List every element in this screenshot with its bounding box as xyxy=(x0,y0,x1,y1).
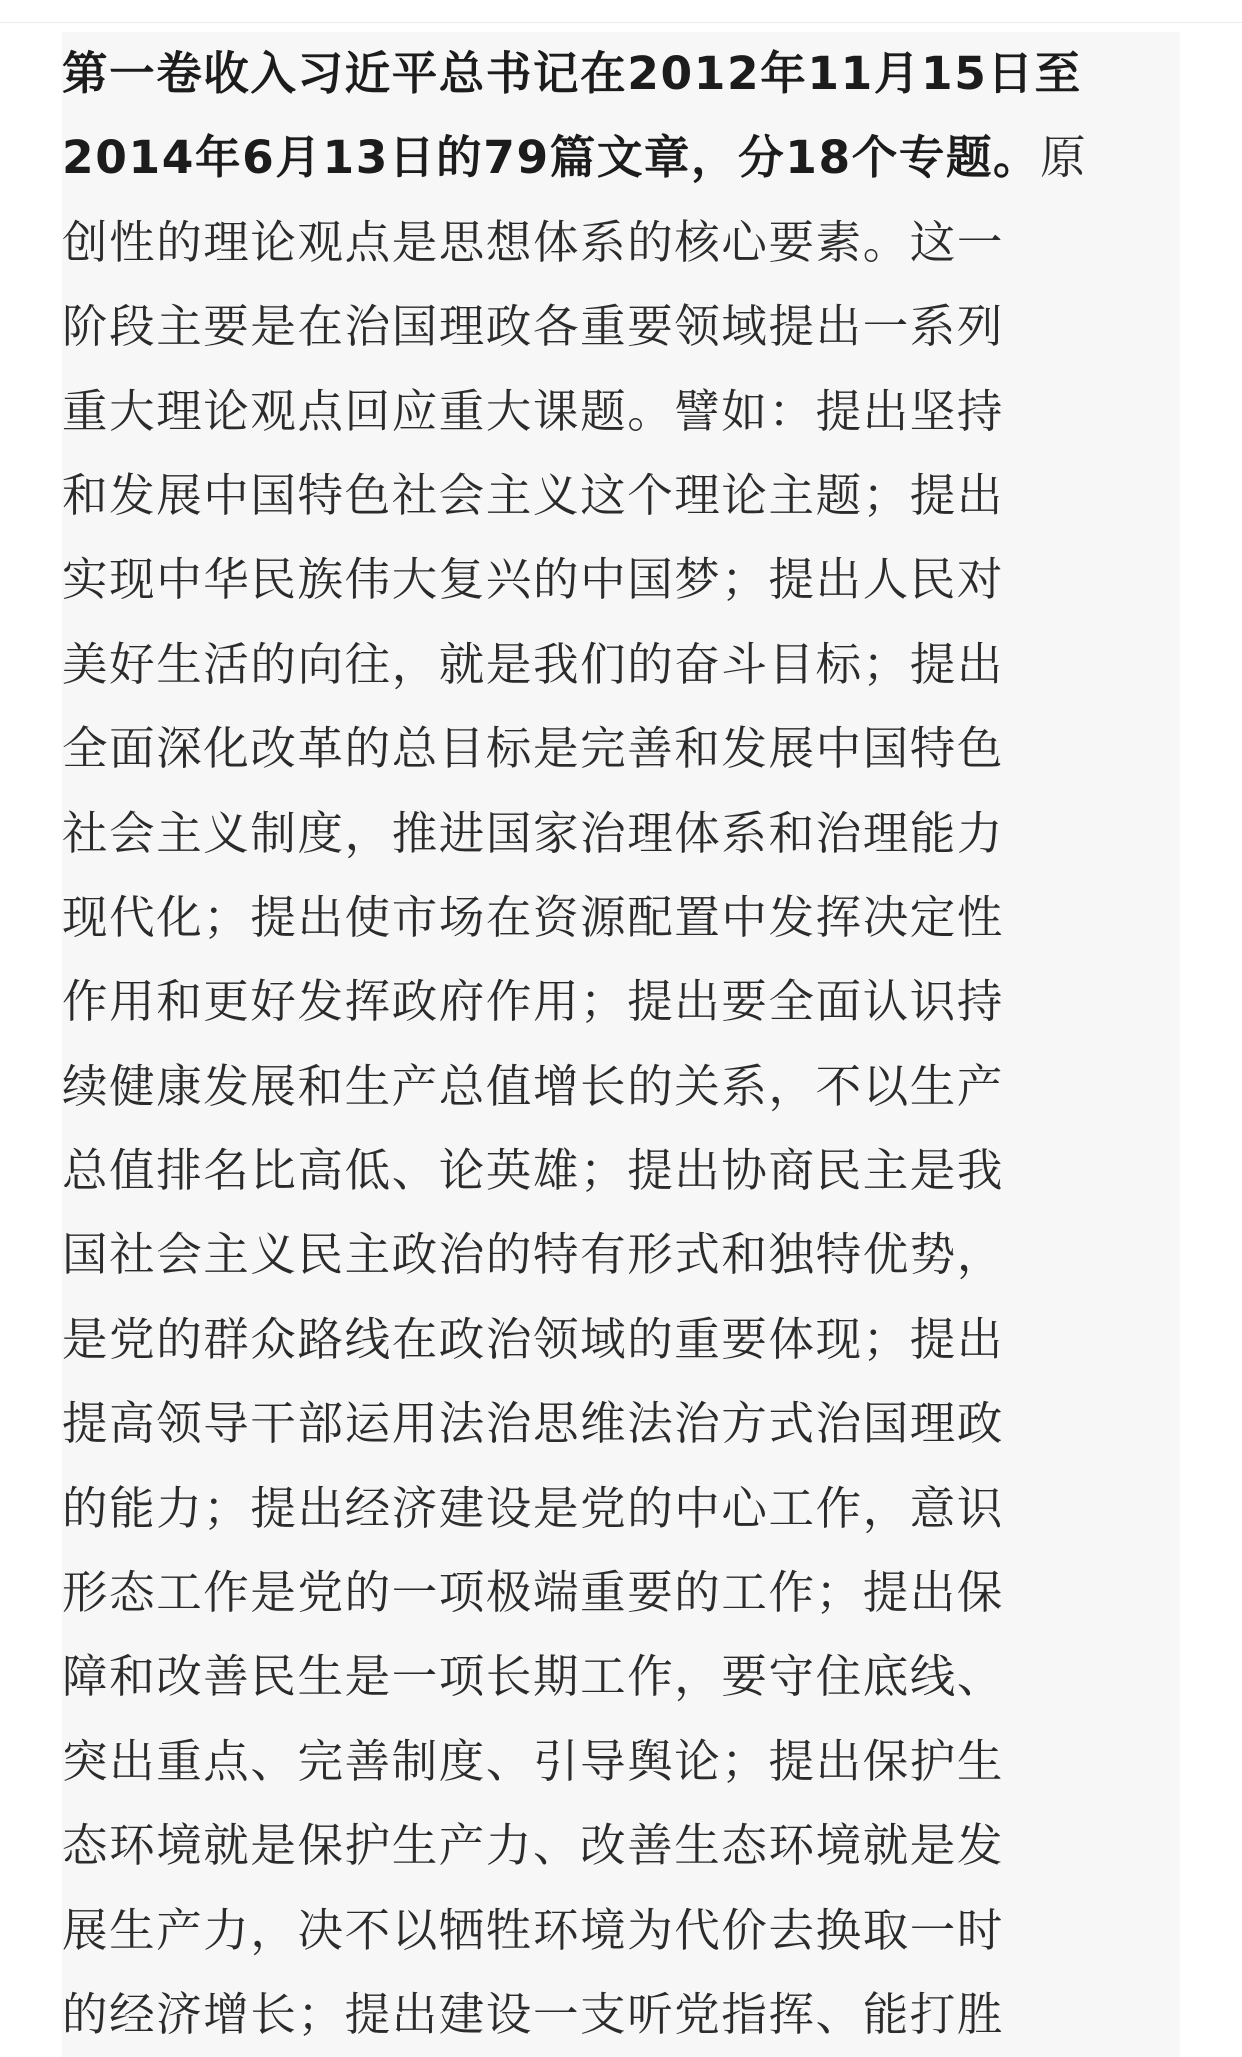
paragraph-line: 全面深化改革的总目标是完善和发展中国特色 xyxy=(62,722,1005,776)
paragraph-line: 社会主义制度，推进国家治理体系和治理能力 xyxy=(62,806,1005,860)
paragraph-line: 和发展中国特色社会主义这个理论主题；提出 xyxy=(62,468,1005,522)
paragraph-line xyxy=(62,32,1180,116)
bold-lead-text: 2014年6月13日的79篇文章，分18个专题。 xyxy=(62,131,1041,185)
paragraph-line xyxy=(62,116,1180,200)
paragraph-line: 阶段主要是在治国理政各重要领域提出一系列 xyxy=(62,300,1005,354)
paragraph-line: 美好生活的向往，就是我们的奋斗目标；提出 xyxy=(62,637,1005,691)
bold-lead-text: 第一卷收入习近平总书记在2012年11月15日至 xyxy=(62,47,1082,100)
paragraph-line: 重大理论观点回应重大课题。譬如：提出坚持 xyxy=(62,384,1005,438)
top-divider xyxy=(0,22,1242,23)
paragraph-line: 国社会主义民主政治的特有形式和独特优势， xyxy=(62,1228,1005,1282)
paragraph-line: 展生产力，决不以牺牲环境为代价去换取一时 xyxy=(62,1903,1005,1957)
paragraph-line: 实现中华民族伟大复兴的中国梦；提出人民对 xyxy=(62,553,1005,607)
paragraph-line: 创性的理论观点是思想体系的核心要素。这一 xyxy=(62,215,1005,269)
paragraph-line: 的经济增长；提出建设一支听党指挥、能打胜 xyxy=(62,1987,1005,2041)
paragraph-line: 现代化；提出使市场在资源配置中发挥决定性 xyxy=(62,890,1005,944)
paragraph-line: 作用和更好发挥政府作用；提出要全面认识持 xyxy=(62,975,1005,1029)
article-text xyxy=(62,32,1180,2057)
paragraph-line: 障和改善民生是一项长期工作，要守住底线、 xyxy=(62,1650,1005,1704)
paragraph-line: 续健康发展和生产总值增长的关系，不以生产 xyxy=(62,1059,1005,1113)
body-text: 原 xyxy=(1040,131,1088,185)
paragraph-line: 是党的群众路线在政治领域的重要体现；提出 xyxy=(62,1312,1005,1366)
paragraph-line: 突出重点、完善制度、引导舆论；提出保护生 xyxy=(62,1734,1005,1788)
paragraph-line: 提高领导干部运用法治思维法治方式治国理政 xyxy=(62,1397,1005,1451)
paragraph-line: 总值排名比高低、论英雄；提出协商民主是我 xyxy=(62,1144,1005,1198)
paragraph-line: 形态工作是党的一项极端重要的工作；提出保 xyxy=(62,1566,1005,1620)
paragraph-line: 态环境就是保护生产力、改善生态环境就是发 xyxy=(62,1819,1005,1873)
paragraph-line: 的能力；提出经济建设是党的中心工作，意识 xyxy=(62,1481,1005,1535)
